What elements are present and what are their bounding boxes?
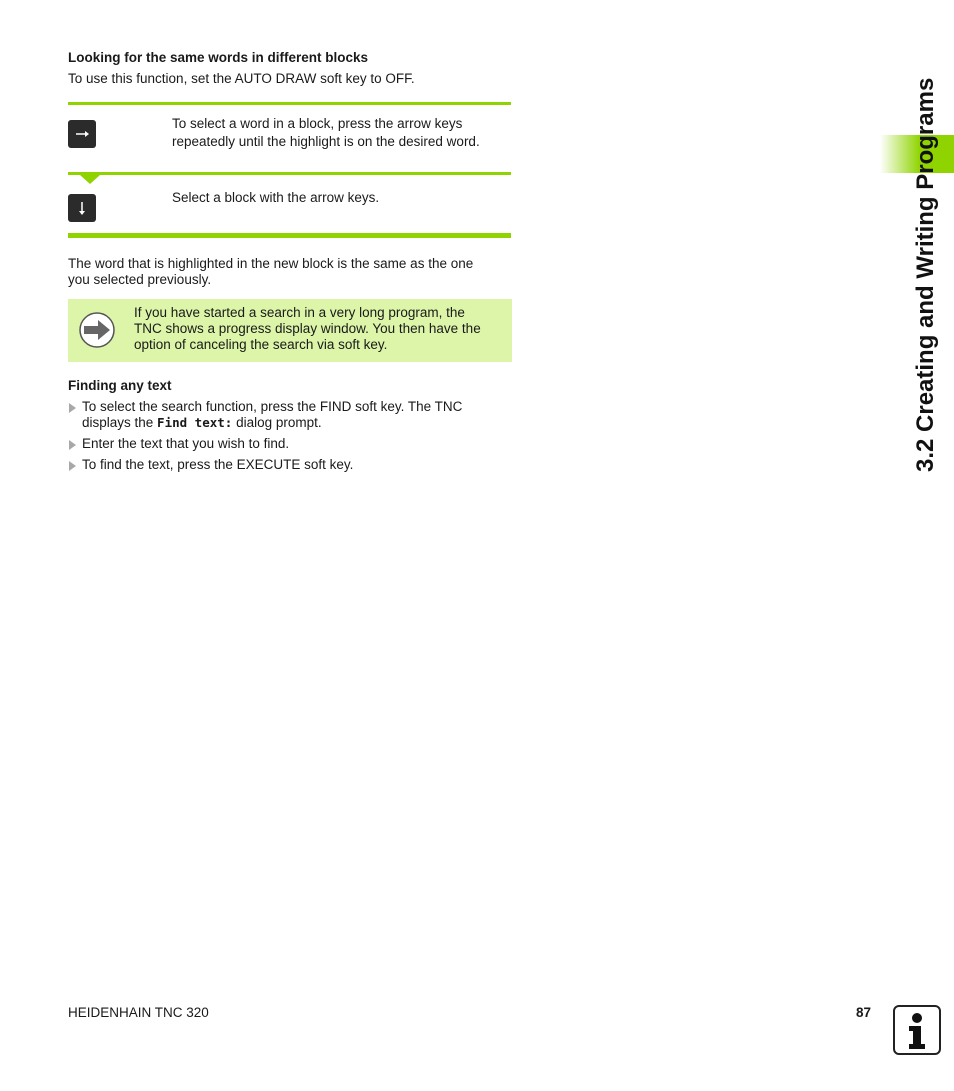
- para-line2: you selected previously.: [68, 272, 212, 287]
- bullet-triangle-icon: [69, 440, 76, 450]
- arrow-right-circle-icon: [78, 311, 116, 354]
- right-arrow-key-icon: [68, 120, 96, 148]
- step1-text-line1: To select a word in a block, press the arrow keys: [172, 116, 463, 131]
- note-line2: TNC shows a progress display window. You then have the: [134, 321, 481, 336]
- note-line3: option of canceling the search via soft key.: [134, 337, 388, 352]
- section-heading-finding-text: Finding any text: [68, 378, 172, 393]
- para-line1: The word that is highlighted in the new block is the same as the one: [68, 256, 474, 271]
- step2-text: Select a block with the arrow keys.: [172, 190, 380, 205]
- bullet2: Enter the text that you wish to find.: [82, 436, 290, 451]
- bullet3: To find the text, press the EXECUTE soft key.: [82, 457, 354, 472]
- footer-product: HEIDENHAIN TNC 320: [68, 1005, 209, 1020]
- bullet1-post: dialog prompt.: [232, 415, 322, 430]
- divider-middle: [68, 172, 511, 175]
- bullet1-line1: To select the search function, press the FIND soft key. The TNC: [82, 399, 463, 414]
- dialog-prompt-code: Find text:: [157, 415, 233, 430]
- down-arrow-key-icon: [68, 194, 96, 222]
- section-heading-same-words: Looking for the same words in different blocks: [68, 50, 369, 65]
- info-icon: [893, 1005, 941, 1055]
- bullet1-line2: [82, 415, 322, 431]
- intro-text: To use this function, set the AUTO DRAW soft key to OFF.: [68, 71, 415, 86]
- bullet-triangle-icon: [69, 403, 76, 413]
- step-connector-arrow-icon: [80, 175, 100, 184]
- divider-bottom: [68, 233, 511, 238]
- step1-text-line2: repeatedly until the highlight is on the desired word.: [172, 134, 480, 149]
- note-line1: If you have started a search in a very long program, the: [134, 305, 465, 320]
- page-number: 87: [856, 1005, 872, 1020]
- chapter-title-vertical: 3.2 Creating and Writing Programs: [912, 77, 939, 472]
- bullet-triangle-icon: [69, 461, 76, 471]
- divider-top: [68, 102, 511, 105]
- bullet1-pre: displays the: [82, 415, 158, 430]
